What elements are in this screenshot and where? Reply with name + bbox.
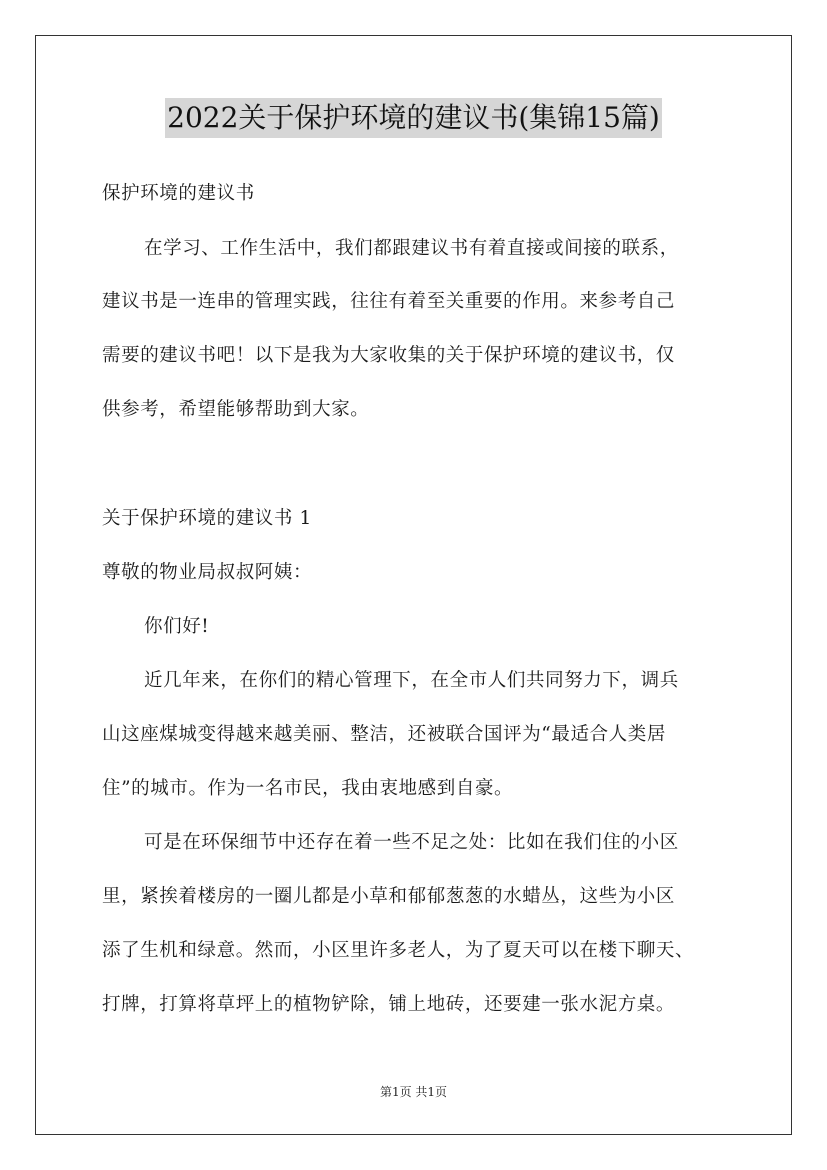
paragraph-line: 建议书是一连串的管理实践，往往有着至关重要的作用。来参考自己 <box>102 291 676 312</box>
paragraph-line: 供参考，希望能够帮助到大家。 <box>102 399 370 420</box>
paragraph-line: 住”的城市。作为一名市民，我由衷地感到自豪。 <box>102 778 514 799</box>
paragraph-line: 近几年来，在你们的精心管理下，在全市人们共同努力下，调兵 <box>144 670 679 691</box>
paragraph-line: 添了生机和绿意。然而，小区里许多老人，为了夏天可以在楼下聊天、 <box>102 940 695 961</box>
salutation: 尊敬的物业局叔叔阿姨： <box>102 562 313 583</box>
paragraph-line: 在学习、工作生活中，我们都跟建议书有着直接或间接的联系， <box>144 238 679 259</box>
letter-heading: 关于保护环境的建议书 1 <box>102 508 312 529</box>
paragraph-line: 山这座煤城变得越来越美丽、整洁，还被联合国评为“最适合人类居 <box>102 724 666 745</box>
paragraph-line: 打牌，打算将草坪上的植物铲除，铺上地砖，还要建一张水泥方桌。 <box>102 994 676 1015</box>
document-title: 2022关于保护环境的建议书(集锦15篇) <box>165 98 662 138</box>
page-footer: 第1页 共1页 <box>379 1085 448 1099</box>
paragraph-line: 可是在环保细节中还存在着一些不足之处：比如在我们住的小区 <box>144 832 679 853</box>
section-heading: 保护环境的建议书 <box>102 183 255 204</box>
paragraph-line: 需要的建议书吧！以下是我为大家收集的关于保护环境的建议书，仅 <box>102 345 676 366</box>
title-wrap <box>0 98 827 138</box>
paragraph-line: 里，紧挨着楼房的一圈儿都是小草和郁郁葱葱的水蜡丛，这些为小区 <box>102 886 676 907</box>
greeting: 你们好! <box>144 616 210 637</box>
